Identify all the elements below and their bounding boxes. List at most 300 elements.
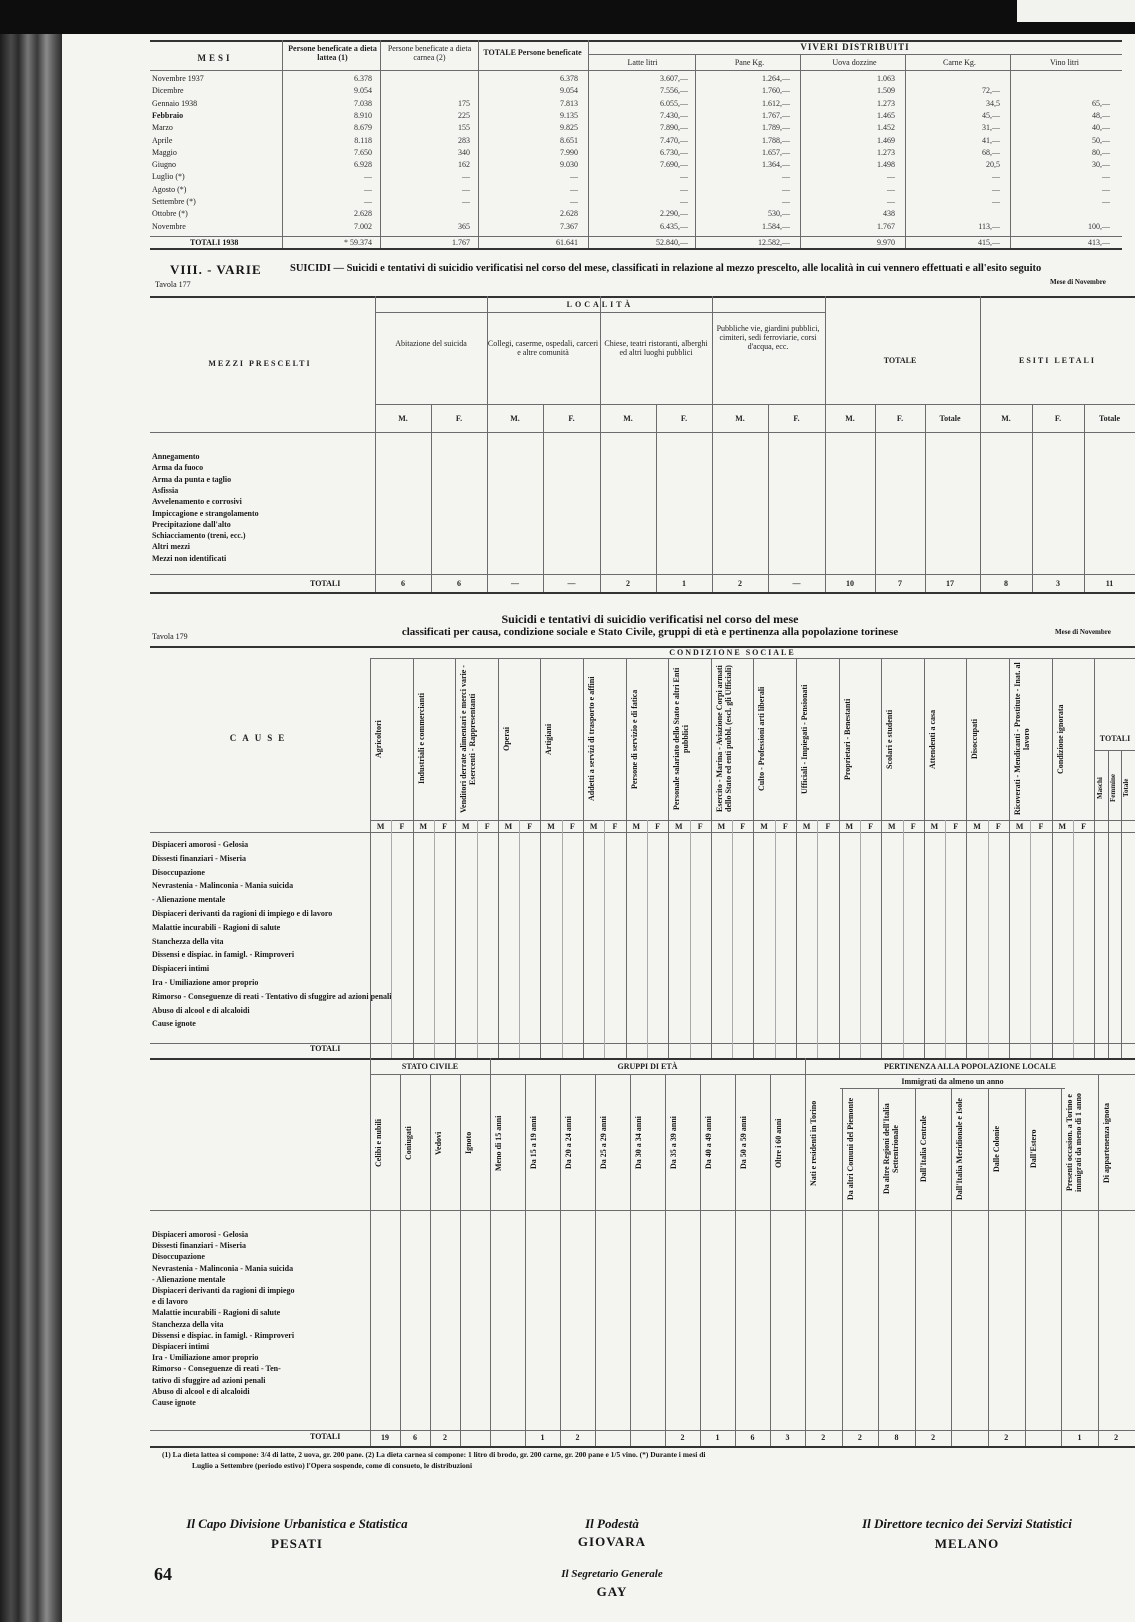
viveri-cell-totale: —	[570, 197, 578, 206]
t179-b2-vline	[630, 1074, 631, 1446]
t177-vline	[375, 404, 376, 592]
viveri-cell-latte: 7.650	[354, 147, 372, 157]
viveri-cell-carne: 113,—	[978, 221, 1000, 231]
t179-vline-sub	[903, 820, 904, 1058]
t177-total: 6	[401, 579, 405, 588]
t179-totali2-label: TOTALI	[310, 1432, 341, 1441]
t179-m: M	[1058, 822, 1067, 831]
t179-tot2-cell: 6	[413, 1433, 417, 1442]
t179-f: F	[697, 822, 703, 831]
viveri-cell-carnea: 340	[458, 147, 470, 157]
t179-cond-col-16: Condizione ignorata	[1055, 704, 1065, 774]
viveri-cell-latte: 7.038	[354, 98, 372, 108]
t179-m: M	[802, 822, 811, 831]
t177-total: 2	[626, 579, 630, 588]
viveri-cell-totale: —	[570, 172, 578, 182]
t179-b2-col-16: Dall'Italia Centrale	[918, 1115, 928, 1183]
viveri-sub-1: Pane Kg.	[734, 58, 765, 67]
section-title: VIII. - VARIE	[170, 262, 262, 277]
sig-right-name: MELANO	[934, 1536, 1000, 1551]
mese-179: Mese di Novembre	[1055, 628, 1111, 636]
t177-total: —	[511, 579, 519, 588]
t179-cause: Abuso di alcool e di alcaloidi	[152, 1005, 250, 1015]
t177-vline	[543, 404, 544, 592]
page-number: 64	[154, 1564, 172, 1584]
viveri-sub-0: Latte litri	[627, 58, 658, 67]
t179-vline	[1121, 750, 1122, 1058]
viveri-cell-carnea: 175	[458, 98, 470, 108]
cond-header: CONDIZIONE SOCIALE	[669, 648, 796, 657]
viveri-cell-litri: 6.435,—	[660, 221, 688, 231]
viveri-cell-vino: —	[1102, 184, 1110, 194]
viveri-cell-carne: —	[992, 197, 1000, 206]
viveri-cell-totale: 9.825	[560, 123, 578, 133]
table-177	[150, 254, 1135, 610]
t179-cause2: Nevrastenia - Malinconia - Mania suicida	[152, 1263, 294, 1273]
heading-179b: classificati per causa, condizione sociale e Stato Civile, gruppi di età e pertinenza alla popolazione torinese	[401, 626, 899, 638]
viveri-month: Agosto (*)	[152, 184, 187, 194]
viveri-cell-totale: 7.990	[560, 147, 578, 157]
t179-vline-sub	[1030, 820, 1031, 1058]
t179-b2-col-20: Presenti occasion. a Torino e immigrati da meno di 1 anno	[1065, 1093, 1084, 1193]
viveri-cell-uova: 1.452	[877, 123, 895, 133]
cause-header: CAUSE	[229, 733, 291, 743]
viveri-cell-carnea: —	[462, 184, 470, 194]
t179-vline	[1052, 658, 1053, 1058]
t179-tot-col-0: Maschi	[1096, 777, 1104, 799]
document-page	[62, 34, 1135, 1622]
viveri-sub-2: Uova dozzine	[832, 58, 877, 67]
t179-vline	[839, 658, 840, 1058]
viveri-cell-litri: 7.430,—	[660, 110, 688, 120]
viveri-cell-pane: 1.657,—	[762, 147, 790, 157]
viveri-tot-cell: * 59.374	[344, 238, 372, 247]
viveri-cell-totale: 6.378	[560, 74, 578, 83]
sig-mid-role: Il Podestà	[585, 1516, 639, 1531]
t179-vline	[966, 658, 967, 1058]
t179-m: M	[419, 822, 428, 831]
t179-vline	[455, 658, 456, 1058]
t179-f: F	[740, 822, 746, 831]
viveri-cell-carnea: 225	[458, 110, 470, 120]
localita-header: LOCALITÀ	[566, 300, 634, 309]
t177-vline	[825, 404, 826, 592]
viveri-cell-pane: 1.788,—	[762, 135, 790, 145]
t179-tot2-cell: 2	[821, 1433, 826, 1442]
viveri-cell-carne: 68,—	[982, 147, 1000, 157]
viveri-cell-uova: 1.509	[877, 86, 895, 96]
pert-header: PERTINENZA ALLA POPOLAZIONE LOCALE	[884, 1062, 1056, 1071]
t179-tot2-cell: 8	[894, 1433, 899, 1442]
t177-mf-5: F.	[680, 414, 688, 423]
t179-vline-sub	[391, 820, 392, 1058]
t177-vline	[600, 404, 601, 592]
viveri-cell-totale: 7.367	[560, 221, 578, 231]
heading-177: SUICIDI — Suicidi e tentativi di suicidio verificatisi nel corso del mese, classificati in relazione al mezzo prescelto, alle località in cui vennero effettuati e all'esito seguito	[290, 263, 1042, 274]
viveri-cell-latte: 8.679	[354, 123, 372, 133]
viveri-cell-uova: —	[887, 184, 895, 194]
viveri-cell-pane: —	[782, 197, 790, 206]
t179-vline	[498, 658, 499, 1058]
viveri-month: Aprile	[152, 135, 173, 145]
t179-f: F	[569, 822, 575, 831]
viveri-cell-litri: 3.607,—	[660, 74, 688, 83]
viveri-cell-vino: 48,—	[1092, 110, 1110, 120]
t179-vline-sub	[647, 820, 648, 1058]
t179-b2-col-7: Da 25 a 29 anni	[599, 1116, 608, 1170]
t179-tot2-cell: 2	[443, 1433, 447, 1442]
t179-b2-vline-major	[490, 1058, 491, 1446]
t179-cause2: Dispiaceri derivanti da ragioni di impiego	[152, 1286, 295, 1295]
viveri-cell-carnea: 365	[458, 221, 470, 231]
t179-m: M	[888, 822, 896, 831]
t177-vline	[487, 404, 488, 592]
t179-vline	[711, 658, 712, 1058]
viveri-tot-cell: 1.767	[452, 238, 470, 247]
t177-mf-2: M.	[510, 414, 520, 423]
t179-vline-sub	[434, 820, 435, 1058]
t177-vline	[431, 404, 432, 592]
t179-b2-col-21: Di appartenenza ignota	[1101, 1103, 1111, 1183]
t177-total: 17	[946, 579, 954, 588]
viveri-cell-uova: —	[887, 172, 895, 182]
t179-b2-col-15: Da altre Regioni dell'Italia Settentrionale	[882, 1103, 901, 1195]
t179-cause2: Stanchezza della vita	[152, 1319, 224, 1329]
t179-vline-sub	[1073, 820, 1074, 1058]
t179-b2-vline	[1098, 1074, 1099, 1446]
t179-b2-col-10: Da 40 a 49 anni	[704, 1116, 713, 1170]
t177-vline	[1032, 404, 1033, 592]
viveri-cell-litri: 7.890,—	[660, 123, 688, 133]
viveri-cell-uova: 1.767	[877, 221, 895, 231]
viveri-cell-totale: 2.628	[560, 209, 578, 219]
t179-cause2: Dispiaceri amorosi - Gelosia	[152, 1230, 249, 1239]
t179-vline	[668, 658, 669, 1058]
t179-cond-col-7: Personale salariato dello Stato e altri Enti pubblici	[672, 667, 691, 811]
t179-cause: Malattie incurabili - Ragioni di salute	[152, 922, 281, 932]
viveri-cell-carne: 34,5	[986, 98, 1000, 108]
viveri-cell-pane: —	[782, 184, 790, 194]
t179-cause2: Disoccupazione	[152, 1252, 205, 1262]
t179-b2-vline	[915, 1088, 916, 1446]
viveri-cell-carne: 31,—	[982, 123, 1000, 133]
viveri-cell-pane: 1.584,—	[762, 221, 790, 231]
viveri-month: Novembre	[152, 221, 186, 231]
viveri-sub-4: Vino litri	[1049, 58, 1080, 67]
t179-b2-vline	[988, 1088, 989, 1446]
t179-b2-col-9: Da 35 a 39 anni	[669, 1116, 678, 1170]
t179-cond-col-13: Attendenti a casa	[927, 709, 937, 769]
viveri-tot-label: TOTALI 1938	[190, 238, 239, 247]
t179-vline-sub	[860, 820, 861, 1058]
viveri-cell-vino: 50,—	[1092, 135, 1110, 145]
viveri-cell-vino: 40,—	[1092, 123, 1110, 133]
t179-f: F	[484, 822, 490, 831]
sig-right-role: Il Direttore tecnico dei Servizi Statistici	[862, 1516, 1072, 1531]
t179-m: M	[376, 822, 385, 831]
t179-b2-vline-major	[370, 1058, 371, 1446]
t179-cause2: tativo di sfuggire ad azioni penali	[152, 1375, 266, 1385]
t179-b2-col-3: Ignoto	[464, 1131, 473, 1155]
viveri-month: Gennaio 1938	[152, 98, 198, 108]
t179-tot-col-1: Femmine	[1109, 774, 1117, 802]
t179-tot-col-2: Totale	[1122, 778, 1130, 798]
t177-row-label: Annegamento	[152, 452, 200, 461]
t177-mf-3: F.	[568, 414, 575, 423]
t179-m: M	[504, 822, 513, 831]
t179-vline-sub	[519, 820, 520, 1058]
esiti-header: ESITI LETALI	[1019, 356, 1096, 365]
viveri-tot-cell: 12.582,—	[758, 238, 790, 247]
t179-m: M	[1015, 822, 1024, 831]
viveri-cell-latte: 6.928	[354, 160, 372, 170]
viveri-month: Ottobre (*)	[152, 209, 188, 219]
sig-sec-role: Il Segretario Generale	[561, 1568, 663, 1580]
t177-vline	[875, 404, 876, 592]
t179-b2-col-19: Dall'Estero	[1028, 1129, 1038, 1169]
t179-cause: Ira - Umiliazione amor proprio	[152, 978, 259, 987]
viveri-month: Dicembre	[152, 86, 184, 96]
t179-m: M	[717, 822, 726, 831]
viveri-cell-litri: —	[680, 184, 688, 194]
t179-cond-col-14: Disoccupati	[970, 719, 980, 759]
t179-b2-vline	[1061, 1088, 1062, 1446]
viveri-cell-latte: —	[364, 172, 372, 182]
viveri-tot-cell: 61.641	[556, 238, 578, 247]
t179-b2-vline	[595, 1074, 596, 1446]
t179-b2-col-4: Meno di 15 anni	[494, 1115, 503, 1171]
t179-f: F	[1038, 822, 1044, 831]
t179-b2-vline	[735, 1074, 736, 1446]
viveri-cell-uova: 1.273	[877, 147, 895, 157]
t177-mf-7: F.	[793, 414, 800, 423]
viveri-cell-vino: 100,—	[1088, 221, 1110, 231]
t177-total: 2	[738, 579, 742, 588]
t179-b2-col-1: Coniugati	[404, 1126, 413, 1160]
t179-cond-col-0: Agricoltori	[374, 720, 383, 758]
tavola-177: Tavola 177	[155, 280, 191, 289]
t179-vline	[1094, 658, 1095, 1058]
t179-b2-vline	[951, 1088, 952, 1446]
viveri-cell-uova: 1.469	[877, 135, 895, 145]
t179-tot2-cell: 3	[785, 1433, 790, 1442]
t179-b2-col-12: Oltre i 60 anni	[774, 1118, 783, 1168]
sig-left-role: Il Capo Divisione Urbanistica e Statistica	[186, 1516, 408, 1531]
t179-b2-col-17: Dall'Italia Meridionale e Isole	[955, 1098, 965, 1200]
t179-tot2-cell: 2	[1004, 1433, 1009, 1442]
t177-vline	[656, 404, 657, 592]
viveri-tot-cell: 52.840,—	[656, 238, 688, 247]
tavola-179: Tavola 179	[152, 632, 188, 641]
t179-f: F	[910, 822, 916, 831]
t179-b2-col-8: Da 30 a 34 anni	[634, 1116, 643, 1170]
viveri-month: Novembre 1937	[152, 74, 204, 83]
t177-row-label: Altri mezzi	[152, 542, 190, 552]
viveri-cell-totale: 8.651	[560, 135, 578, 145]
t179-vline-sub	[988, 820, 989, 1058]
t179-vline-sub	[817, 820, 818, 1058]
book-binding	[0, 34, 62, 1622]
viveri-cell-vino: —	[1102, 172, 1110, 182]
totali-header: TOTALI	[1099, 734, 1131, 743]
t179-cause2: e di lavoro	[152, 1297, 188, 1307]
t179-f: F	[995, 822, 1001, 831]
t177-vline	[1084, 404, 1085, 592]
viveri-month: Giugno	[152, 160, 176, 170]
t179-b2-col-13: Nati e residenti in Torino	[809, 1100, 818, 1186]
viveri-cell-pane: 530,—	[768, 209, 790, 219]
t179-f: F	[825, 822, 831, 831]
scan-notch	[1017, 0, 1135, 22]
t179-vline	[1108, 750, 1109, 1058]
viveri-cell-totale: 9.054	[560, 86, 578, 96]
t179-cause: Disoccupazione	[152, 867, 205, 877]
sig-sec-name: GAY	[596, 1584, 628, 1599]
t177-total: 10	[846, 579, 854, 588]
t179-b2-vline	[700, 1074, 701, 1446]
t179-f: F	[868, 822, 873, 831]
t177-total: 1	[682, 579, 686, 588]
t179-m: M	[973, 822, 981, 831]
t179-tot2-cell: 2	[857, 1433, 862, 1442]
viveri-cell-carnea: —	[462, 197, 470, 206]
t179-cond-col-4: Artigiani	[544, 723, 554, 755]
t179-b2-vline	[430, 1074, 431, 1446]
viveri-month: Febbraio	[152, 110, 184, 120]
t179-vline	[370, 658, 371, 1058]
t179-b2-col-6: Da 20 a 24 anni	[564, 1116, 573, 1170]
t179-tot2-cell: 2	[931, 1433, 936, 1442]
t179-cond-col-1: Industriali e commercianti	[416, 693, 426, 785]
viveri-cell-pane: —	[782, 172, 790, 182]
t177-row-label: Precipitazione dall'alto	[152, 519, 231, 529]
t179-m: M	[675, 822, 683, 831]
immig-header: Immigrati da almeno un anno	[901, 1077, 1004, 1086]
t179-m: M	[589, 822, 598, 831]
viveri-cell-totale: —	[570, 184, 578, 194]
t179-vline-sub	[732, 820, 733, 1058]
t179-totali-label: TOTALI	[310, 1044, 341, 1053]
viveri-cell-litri: 6.055,—	[660, 98, 688, 108]
t179-cause2: Cause ignote	[152, 1398, 196, 1407]
t179-cond-col-5: Addetti a servizi di trasporto e affini	[587, 676, 596, 802]
viveri-cell-vino: 80,—	[1092, 147, 1110, 157]
t179-vline-sub	[562, 820, 563, 1058]
t177-vline	[925, 404, 926, 592]
t179-cause: Dissesti finanziari - Miseria	[152, 853, 246, 863]
t179-vline-sub	[604, 820, 605, 1058]
viveri-cell-uova: 1.063	[877, 74, 895, 83]
viveri-cell-uova: —	[887, 197, 895, 206]
t177-row-label: Asfissia	[152, 485, 179, 495]
t179-cause2: Malattie incurabili - Ragioni di salute	[152, 1308, 281, 1318]
t179-m: M	[845, 822, 854, 831]
t177-loc-col-1: Collegi, caserme, ospedali, carceri e altre comunità	[487, 339, 599, 357]
viveri-month: Settembre (*)	[152, 197, 196, 206]
t177-total: —	[567, 579, 576, 588]
viveri-cell-totale: 9.030	[560, 160, 578, 170]
t179-f: F	[953, 822, 959, 831]
t177-loc-col-0: Abitazione del suicida	[395, 339, 467, 348]
t177-mf-13: Totale	[1098, 414, 1121, 423]
t179-vline	[540, 658, 541, 1058]
t177-mf-1: F.	[455, 414, 463, 423]
t179-cause: Nevrastenia - Malinconia - Mania suicida	[152, 881, 294, 891]
viveri-cell-pane: 1.364,—	[762, 160, 790, 170]
viveri-cell-vino: 30,—	[1092, 160, 1110, 170]
t179-cause: Dispiaceri derivanti da ragioni di impiego e di lavoro	[152, 909, 333, 918]
col-viveri: VIVERI DISTRIBUITI	[800, 42, 910, 52]
t179-b2-vline-major	[805, 1058, 806, 1446]
t177-mf-0: M.	[398, 414, 408, 423]
t177-mf-8: M.	[845, 414, 855, 423]
t179-tot2-cell: 2	[575, 1433, 580, 1442]
t179-cond-col-11: Proprietari - Benestanti	[842, 698, 852, 780]
t177-vline	[768, 404, 769, 592]
t177-loc-col-2: Chiese, teatri ristoranti, alberghi ed altri luoghi pubblici	[604, 339, 708, 357]
viveri-cell-vino: —	[1102, 197, 1110, 206]
t179-b2-vline	[460, 1074, 461, 1446]
t179-b2-vline	[400, 1074, 401, 1446]
t179-cause: Cause ignote	[152, 1019, 196, 1029]
t179-b2-col-2: Vedovi	[434, 1131, 443, 1155]
footnote-1: (1) La dieta lattea si compone: 3/4 di latte, 2 uova, gr. 200 pane. (2) La dieta carnea si compone: 1 litro di brodo, gr. 200 carne, gr. 200 pane e 1/5 vino. (*) Durante i mesi di	[162, 1450, 706, 1459]
t177-totali-label: TOTALI	[310, 579, 341, 588]
viveri-cell-litri: 7.556,—	[660, 86, 688, 96]
viveri-cell-litri: 2.290,—	[660, 209, 688, 219]
viveri-cell-carne: —	[992, 172, 1000, 182]
viveri-month: Maggio	[152, 147, 177, 157]
t179-tot2-cell: 2	[680, 1433, 685, 1442]
viveri-cell-latte: 8.910	[354, 110, 372, 120]
t177-total: 3	[1056, 579, 1060, 588]
heading-179a: Suicidi e tentativi di suicidio verificatisi nel corso del mese	[501, 612, 799, 626]
t179-b2-col-18: Dalle Colonie	[992, 1126, 1001, 1172]
viveri-cell-totale: 9.135	[560, 110, 578, 120]
t177-total: 11	[1105, 579, 1114, 588]
t179-cause2: Ira - Umiliazione amor proprio	[152, 1353, 259, 1363]
t179-tot2-cell: 1	[1077, 1433, 1082, 1442]
t179-cond-col-2: Venditori derrate alimentari e merci varie - Esercenti - Rappresentanti	[459, 665, 478, 813]
t177-total: 8	[1004, 579, 1008, 588]
t179-b2-vline	[1025, 1088, 1026, 1446]
t179-f: F	[655, 822, 660, 831]
t179-vline	[583, 658, 584, 1058]
t179-f: F	[527, 822, 533, 831]
t179-cond-col-9: Culto - Professioni arti liberali	[757, 686, 767, 792]
t177-mf-4: M.	[623, 414, 633, 423]
t179-cond-col-6: Persone di servizio e di fatica	[629, 689, 639, 789]
mese-177: Mese di Novembre	[1050, 278, 1106, 286]
viveri-cell-totale: 7.813	[560, 98, 578, 108]
col-totale: TOTALE Persone beneficate	[483, 48, 582, 57]
t179-cause2: Abuso di alcool e di alcaloidi	[152, 1386, 250, 1396]
t179-m: M	[930, 822, 939, 831]
viveri-cell-latte: 7.002	[354, 221, 372, 231]
t179-cause: Dissensi e dispiac. in famigl. - Rimproveri	[152, 950, 295, 960]
sig-left-name: PESATI	[271, 1536, 323, 1551]
t179-cond-col-8: Esercito - Marina - Aviazione Corpi armati dello Stato ed enti pubbl. (escl. gli Ufficiali)	[714, 665, 733, 813]
t177-mf-9: F.	[896, 414, 904, 423]
viveri-cell-latte: 6.378	[354, 74, 372, 83]
t179-vline	[626, 658, 627, 1058]
t179-cause2: Rimorso - Conseguenze di reati - Ten-	[152, 1364, 281, 1374]
t179-cond-col-12: Scolari e studenti	[885, 709, 895, 769]
t179-b2-vline	[842, 1088, 843, 1446]
viveri-cell-carne: —	[992, 184, 1000, 194]
viveri-cell-pane: 1.767,—	[762, 110, 790, 120]
t179-b2-vline	[878, 1088, 879, 1446]
